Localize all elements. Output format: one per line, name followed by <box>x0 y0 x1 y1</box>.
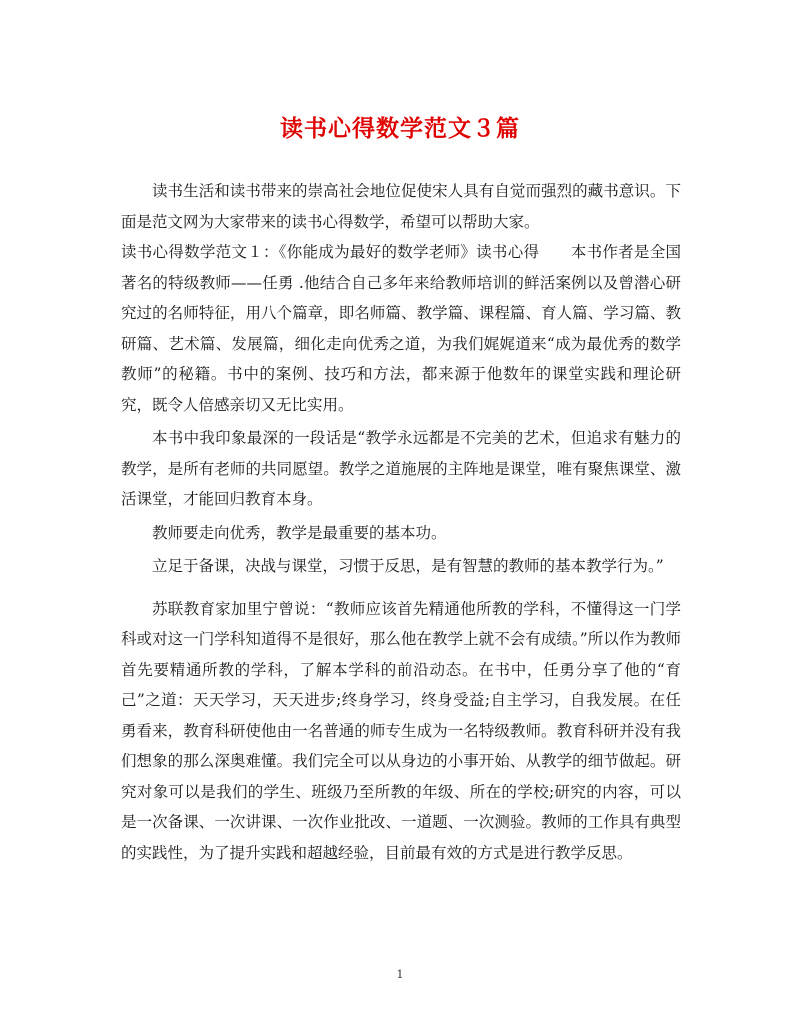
paragraph-memorable-quote: 本书中我印象最深的一段话是“教学永远都是不完美的艺术，但追求有魅力的教学，是所有老师的共同愿望。教学之道施展的主阵地是课堂，唯有聚焦课堂、激活课堂，才能回归教育本身。 <box>121 429 681 508</box>
paragraph-kalinin-quote: 苏联教育家加里宁曾说：“教师应该首先精通他所教的学科，不懂得这一门学科或对这一门学科知道得不是很好，那么他在教学上就不会有成绩。”所以作为教师首先要精通所教的学科，了解本学科的前沿动态。在书中，任勇分享了他的“育己”之道：天天学习，天天进步;终身学习，终身受益;自主学习，自我发展。在任勇看来，教育科研使他由一名普通的师专生成为一名特级教师。教育科研并没有我们想象的那么深奥难懂。我们完全可以从身边的小事开始、从教学的细节做起。研究对象可以是我们的学生、班级乃至所教的年级、所在的学校;研究的内容，可以是一次备课、一次讲课、一次作业批改、一道题、一次测验。教师的工作具有典型的实践性，为了提升实践和超越经验，目前最有效的方式是进行教学反思。 <box>121 599 681 862</box>
paragraph-teaching-behavior: 立足于备课，决战与课堂，习惯于反思，是有智慧的教师的基本教学行为。” <box>152 557 664 575</box>
paragraph-essay-one-opening: 读书心得数学范文１：《你能成为最好的数学老师》读书心得 本书作者是全国著名的特级教师——任勇 .他结合自己多年来给教师培训的鲜活案例以及曾潜心研究过的名师特征，用八个篇章，即名师篇、教学篇、课程篇、育人篇、学习篇、教研篇、艺术篇、发展篇，细化走向优秀之道，为我们娓娓道来“成为最优秀的数学教师”的秘籍。书中的案例、技巧和方法，都来源于他数年的课堂实践和理论研究，既令人倍感亲切又无比实用。 <box>121 243 681 414</box>
paragraph-intro: 读书生活和读书带来的崇高社会地位促使宋人具有自觉而强烈的藏书意识。下面是范文网为大家带来的读书心得数学，希望可以帮助大家。 <box>121 182 681 231</box>
document-title: 读书心得数学范文３篇 <box>280 115 520 142</box>
document-body <box>121 176 681 868</box>
paragraph-basic-skill: 教师要走向优秀，教学是最重要的基本功。 <box>152 523 447 542</box>
page-number: 1 <box>396 968 404 981</box>
